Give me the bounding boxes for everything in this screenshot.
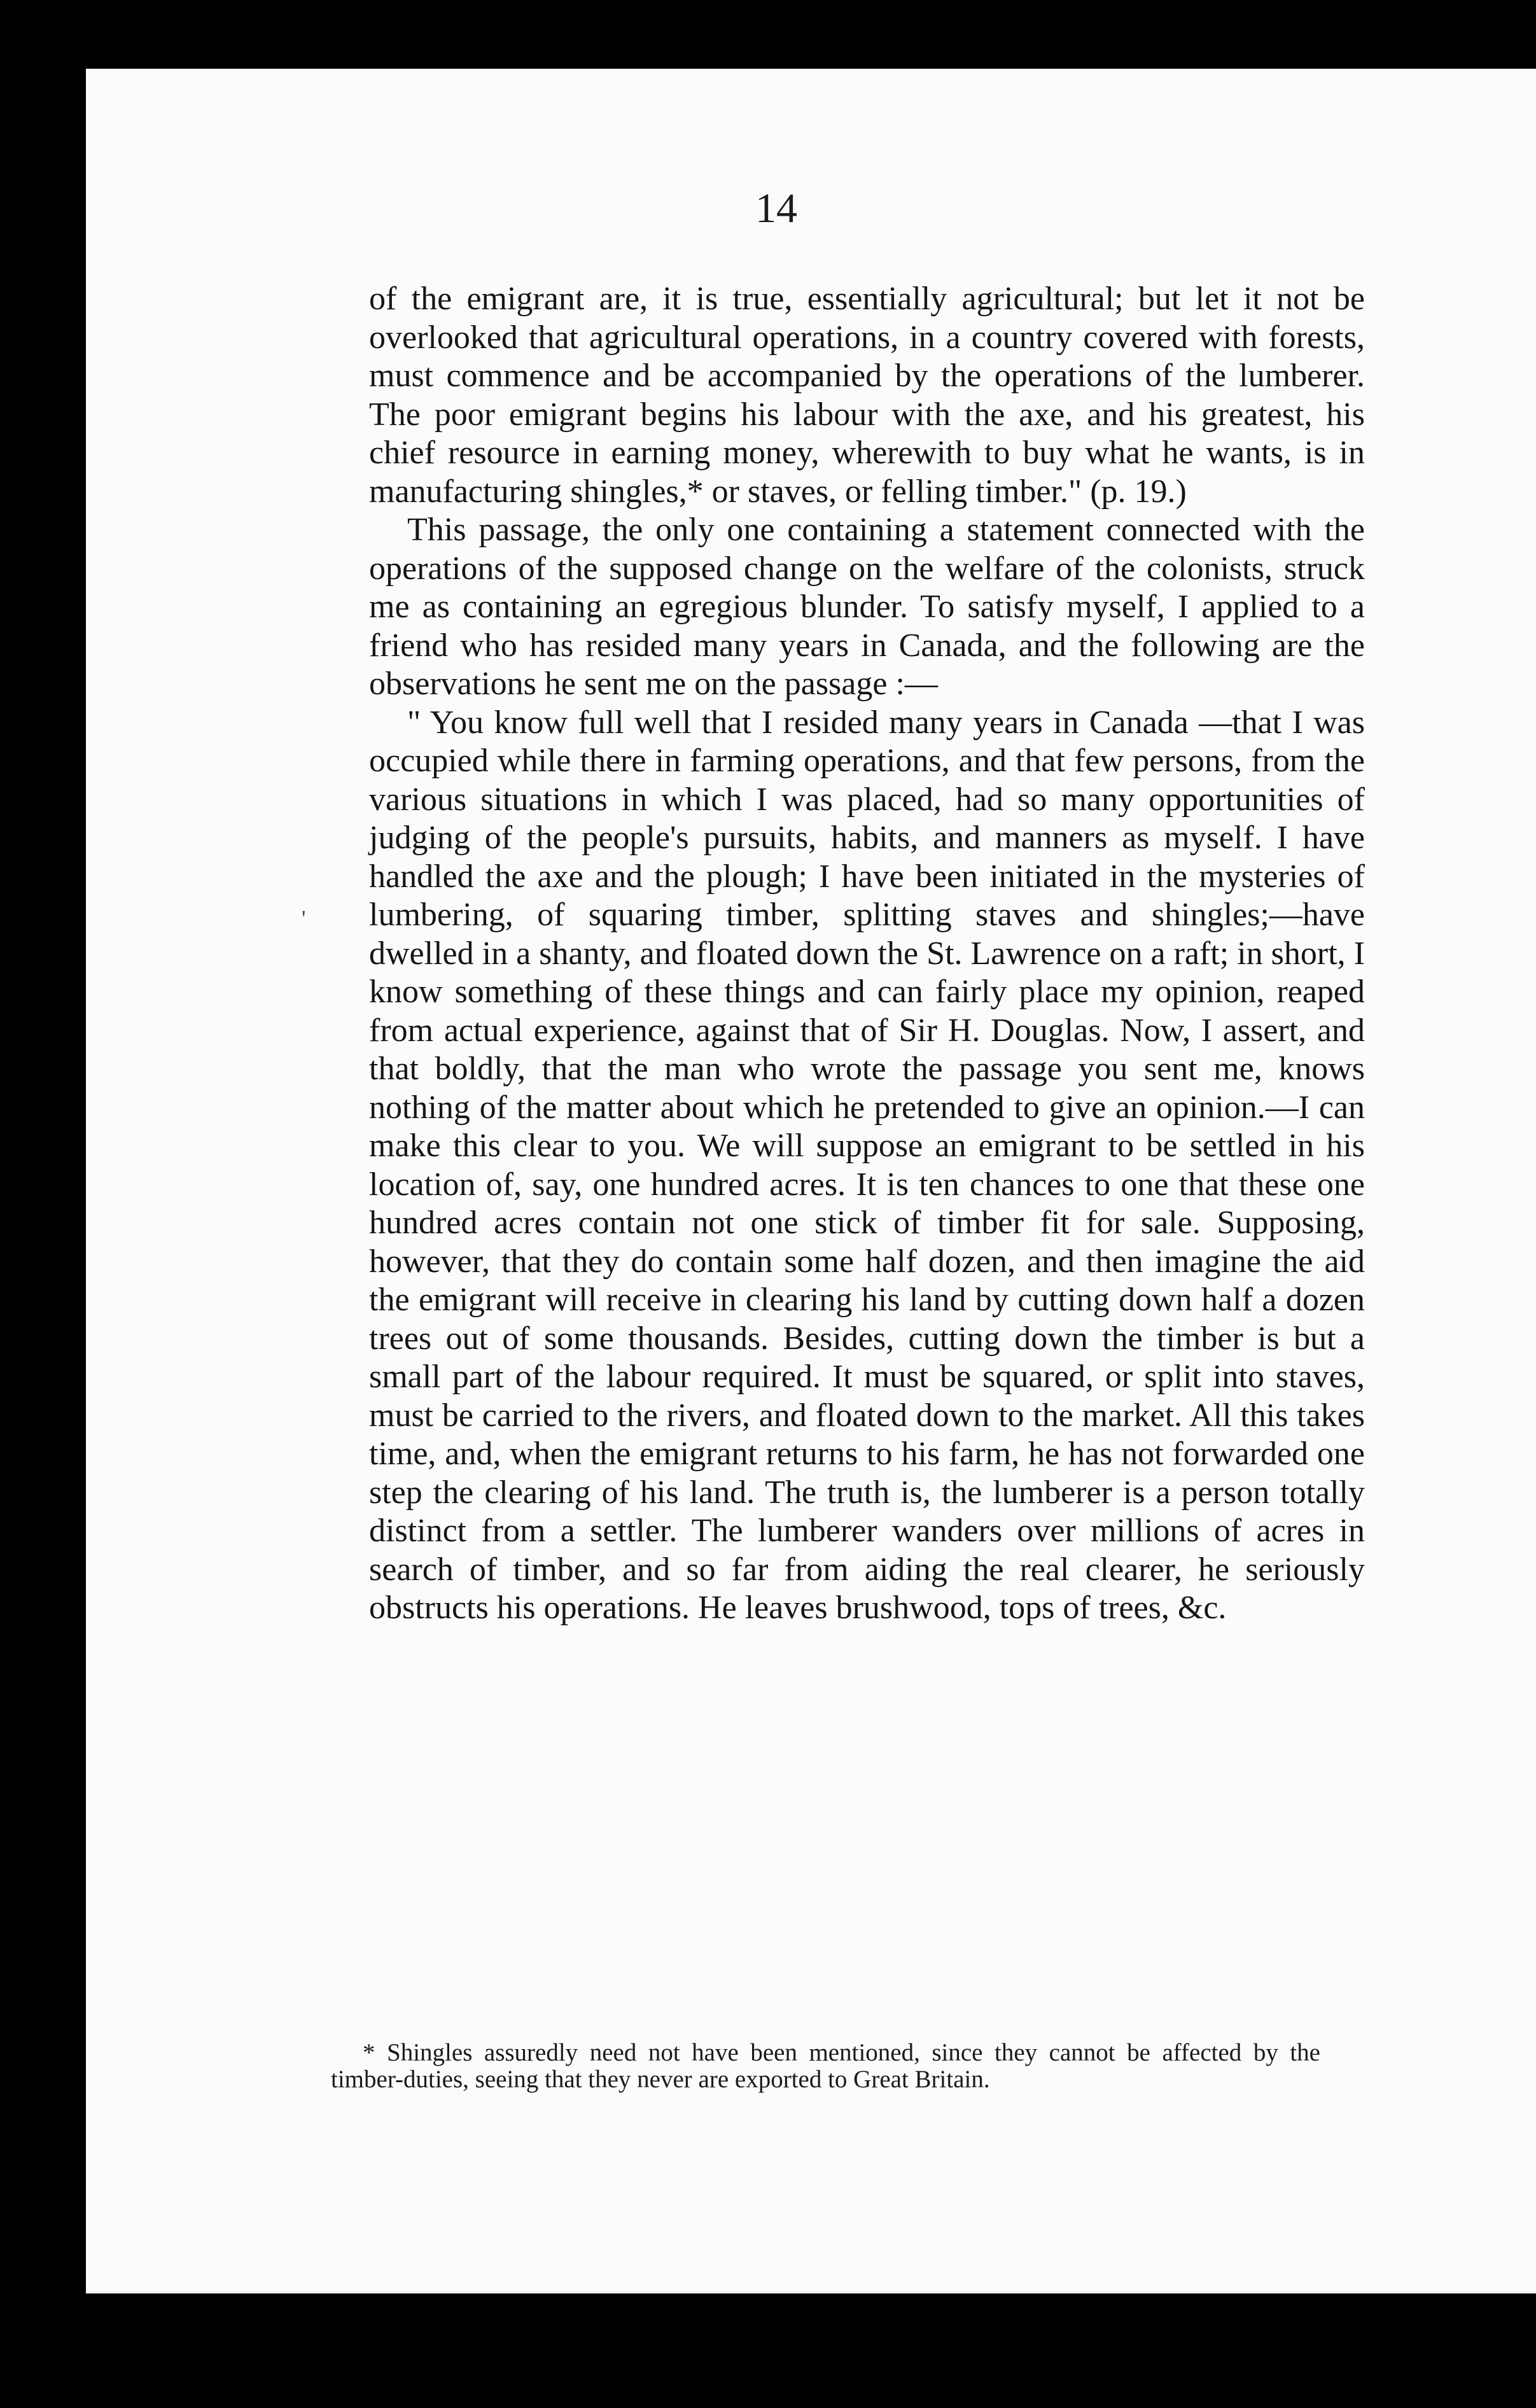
margin-mark: ' xyxy=(302,906,306,931)
paragraph-continuation: of the emigrant are, it is true, essentially agricultural; but let it not be overlooked that agricultural operations, in a country covered with forests, must commence and be accompanied by the operations of the lumberer. The poor emigrant begins his labour with the axe, and his greatest, his chief resource in earning money, wherewith to buy what he wants, is in manufacturing shingles,* or staves, or felling timber." (p. 19.) xyxy=(369,281,1365,510)
footnote: * Shingles assuredly need not have been mentioned, since they cannot be affected by the timber-duties, seeing that they never are exported to Great Britain. xyxy=(331,2039,1320,2093)
page-number: 14 xyxy=(755,185,797,232)
paragraph-friend-letter: " You know full well that I resided many years in Canada —that I was occupied while there in farming operations, and that few persons, from the various situations in which I was placed, had so many opportunities of judging of the people's pursuits, habits, and manners as myself. I have handled the axe and the plough; I have been initiated in the mysteries of lumbering, of squaring timber, splitting staves and shingles;—have dwelled in a shanty, and floated down the St. Lawrence on a raft; in short, I know something of these things and can fairly place my opinion, reaped from actual experience, against that of Sir H. Douglas. Now, I assert, and that boldly, that the man who wrote the passage you sent me, knows nothing of the matter about which he pretended to give an opinion.—I can make this clear to you. We will suppose an emigrant to be settled in his location of, say, one hundred acres. It is ten chances to one that these one hundred acres contain not one stick of timber fit for sale. Supposing, however, that they do contain some half dozen, and then imagine the aid the emigrant will receive in clearing his land by cutting down half a dozen trees out of some thousands. Besides, cutting down the timber is but a small part of the labour required. It must be squared, or split into staves, must be carried to the rivers, and floated down to the market. All this takes time, and, when the emigrant returns to his farm, he has not forwarded one step the clearing of his land. The truth is, the lumberer is a person totally distinct from a settler. The lumberer wanders over millions of acres in search of timber, and so far from aiding the real clearer, he seriously obstructs his operations. He leaves brushwood, tops of trees, &c. xyxy=(369,704,1365,1626)
body-text xyxy=(369,280,1365,1628)
paragraph-passage-comment: This passage, the only one containing a statement connected with the operations of the supposed change on the welfare of the colonists, struck me as containing an egregious blunder. To satisfy myself, I applied to a friend who has resided many years in Canada, and the following are the observations he sent me on the passage :— xyxy=(369,512,1365,702)
